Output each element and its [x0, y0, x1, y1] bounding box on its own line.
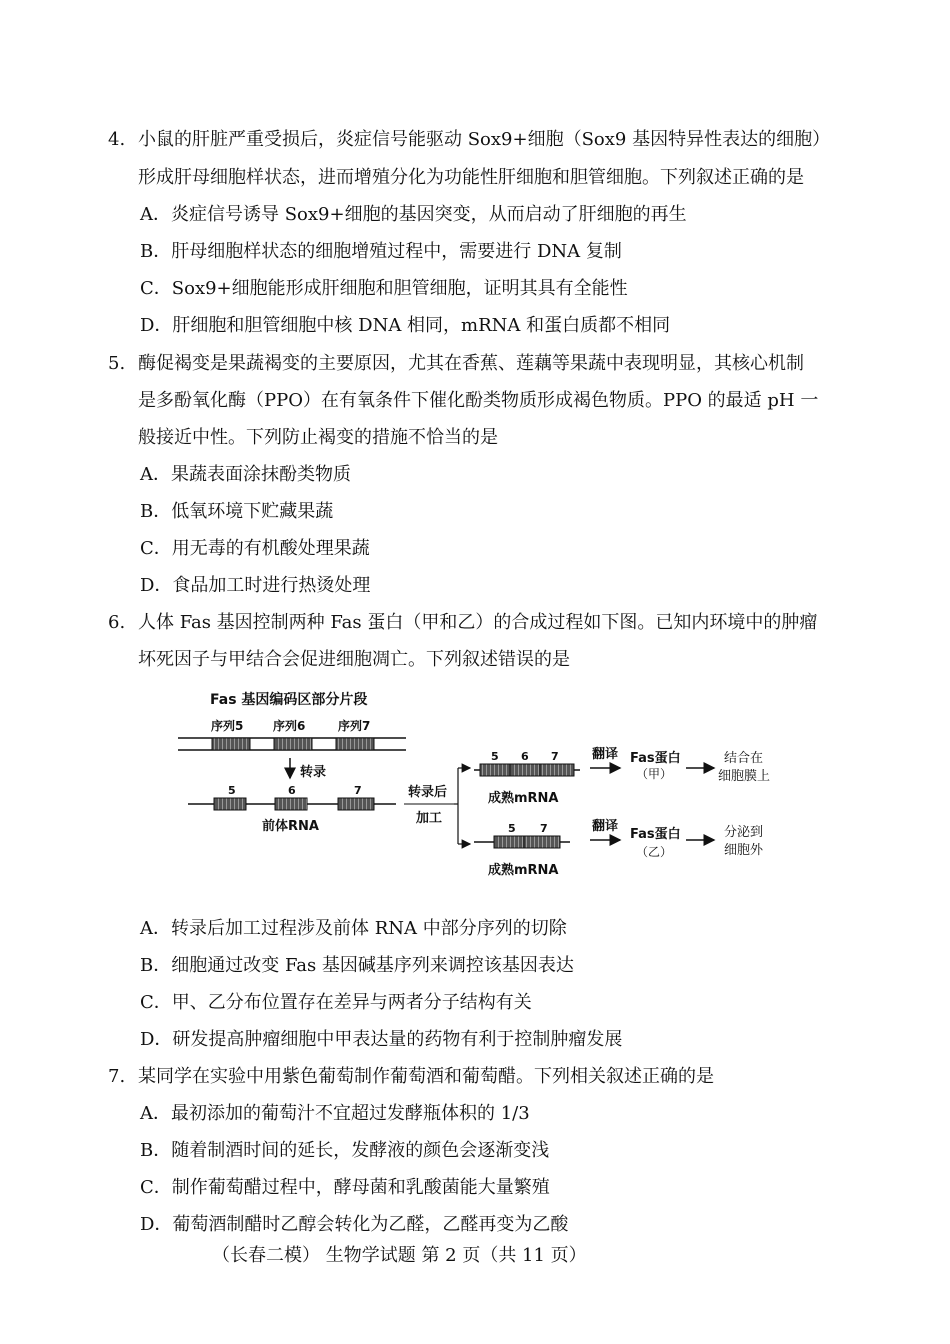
seq-label: 序列6 — [273, 719, 306, 733]
processing-label-bottom: 加工 — [416, 811, 443, 826]
fate-b-line2: 细胞外 — [724, 843, 764, 858]
question-stem-line: 是多酚氧化酶（PPO）在有氧条件下催化酚类物质形成褐色物质。PPO 的最适 pH 一 — [138, 390, 819, 411]
transcribe-label: 转录 — [300, 765, 327, 780]
seq-label: 序列7 — [338, 719, 371, 733]
question-stem-line: 般接近中性。下列防止褐变的措施不恰当的是 — [138, 427, 498, 448]
option-b: B．低氧环境下贮藏果蔬 — [140, 501, 334, 522]
branch-connector — [454, 768, 470, 844]
option-b: B．细胞通过改变 Fas 基因碱基序列来调控该基因表达 — [140, 955, 574, 976]
option-a: A．炎症信号诱导 Sox9+细胞的基因突变，从而启动了肝细胞的再生 — [140, 204, 687, 225]
pre-rna-strand — [188, 798, 396, 810]
option-d: D．食品加工时进行热烫处理 — [140, 575, 371, 596]
option-d: D．肝细胞和胆管细胞中核 DNA 相同，mRNA 和蛋白质都不相同 — [140, 315, 671, 336]
page-footer: （长春二模） 生物学试题 第 2 页（共 11 页） — [212, 1245, 587, 1266]
exon-number: 5 — [508, 822, 516, 835]
fate-a-line1: 结合在 — [724, 751, 764, 766]
question-stem-line: 坏死因子与甲结合会促进细胞凋亡。下列叙述错误的是 — [138, 649, 570, 670]
question-stem-line: 某同学在实验中用紫色葡萄制作葡萄酒和葡萄醋。下列相关叙述正确的是 — [138, 1066, 714, 1087]
option-b: B．肝母细胞样状态的细胞增殖过程中，需要进行 DNA 复制 — [140, 241, 622, 262]
exon-number: 5 — [228, 784, 236, 797]
fas-gene-expression-diagram — [178, 686, 788, 882]
diagram-title: Fas 基因编码区部分片段 — [210, 692, 368, 708]
mature-mrna-label: 成熟mRNA — [488, 791, 559, 806]
mature-mrna-b — [474, 836, 570, 848]
question-number: 6. — [108, 612, 126, 633]
option-d: D．葡萄酒制醋时乙醇会转化为乙醛，乙醛再变为乙酸 — [140, 1214, 569, 1235]
translate-label: 翻译 — [592, 819, 619, 834]
fate-b-line1: 分泌到 — [724, 825, 764, 840]
option-d: D．研发提高肿瘤细胞中甲表达量的药物有利于控制肿瘤发展 — [140, 1029, 623, 1050]
option-c: C．用无毒的有机酸处理果蔬 — [140, 538, 370, 559]
question-number: 5. — [108, 353, 126, 374]
exon-number: 5 — [491, 750, 499, 763]
protein-a-label: Fas蛋白 — [630, 751, 681, 766]
option-a: A．转录后加工过程涉及前体 RNA 中部分序列的切除 — [140, 918, 567, 939]
protein-b-sub: （乙） — [636, 845, 673, 859]
dna-double-strand — [178, 738, 406, 750]
option-c: C．Sox9+细胞能形成肝细胞和胆管细胞，证明其具有全能性 — [140, 278, 628, 299]
mature-mrna-a — [474, 764, 580, 776]
pre-rna-label: 前体RNA — [262, 819, 319, 834]
exon-number: 6 — [521, 750, 529, 763]
option-c: C．甲、乙分布位置存在差异与两者分子结构有关 — [140, 992, 532, 1013]
translate-label: 翻译 — [592, 747, 619, 762]
exon-number: 7 — [540, 822, 548, 835]
question-number: 7. — [108, 1066, 126, 1087]
mature-mrna-label: 成熟mRNA — [488, 863, 559, 878]
protein-a-sub: （甲） — [636, 767, 673, 781]
question-stem-line: 形成肝母细胞样状态，进而增殖分化为功能性肝细胞和胆管细胞。下列叙述正确的是 — [138, 167, 804, 188]
fate-a-line2: 细胞膜上 — [718, 769, 771, 784]
option-a: A．果蔬表面涂抹酚类物质 — [140, 464, 351, 485]
question-stem-line: 小鼠的肝脏严重受损后，炎症信号能驱动 Sox9+细胞（Sox9 基因特异性表达的细胞） — [138, 129, 831, 150]
question-stem-line: 人体 Fas 基因控制两种 Fas 蛋白（甲和乙）的合成过程如下图。已知内环境中的肿瘤 — [138, 612, 818, 633]
exon-number: 7 — [551, 750, 559, 763]
option-c: C．制作葡萄醋过程中，酵母菌和乳酸菌能大量繁殖 — [140, 1177, 550, 1198]
option-b: B．随着制酒时间的延长，发酵液的颜色会逐渐变浅 — [140, 1140, 550, 1161]
question-number: 4. — [108, 129, 126, 150]
processing-label-top: 转录后 — [408, 785, 448, 800]
protein-b-label: Fas蛋白 — [630, 827, 681, 842]
option-a: A．最初添加的葡萄汁不宜超过发酵瓶体积的 1/3 — [140, 1103, 530, 1124]
exon-number: 7 — [354, 784, 362, 797]
exon-number: 6 — [288, 784, 296, 797]
question-stem-line: 酶促褐变是果蔬褐变的主要原因，尤其在香蕉、莲藕等果蔬中表现明显，其核心机制 — [138, 353, 804, 374]
seq-label: 序列5 — [211, 719, 244, 733]
